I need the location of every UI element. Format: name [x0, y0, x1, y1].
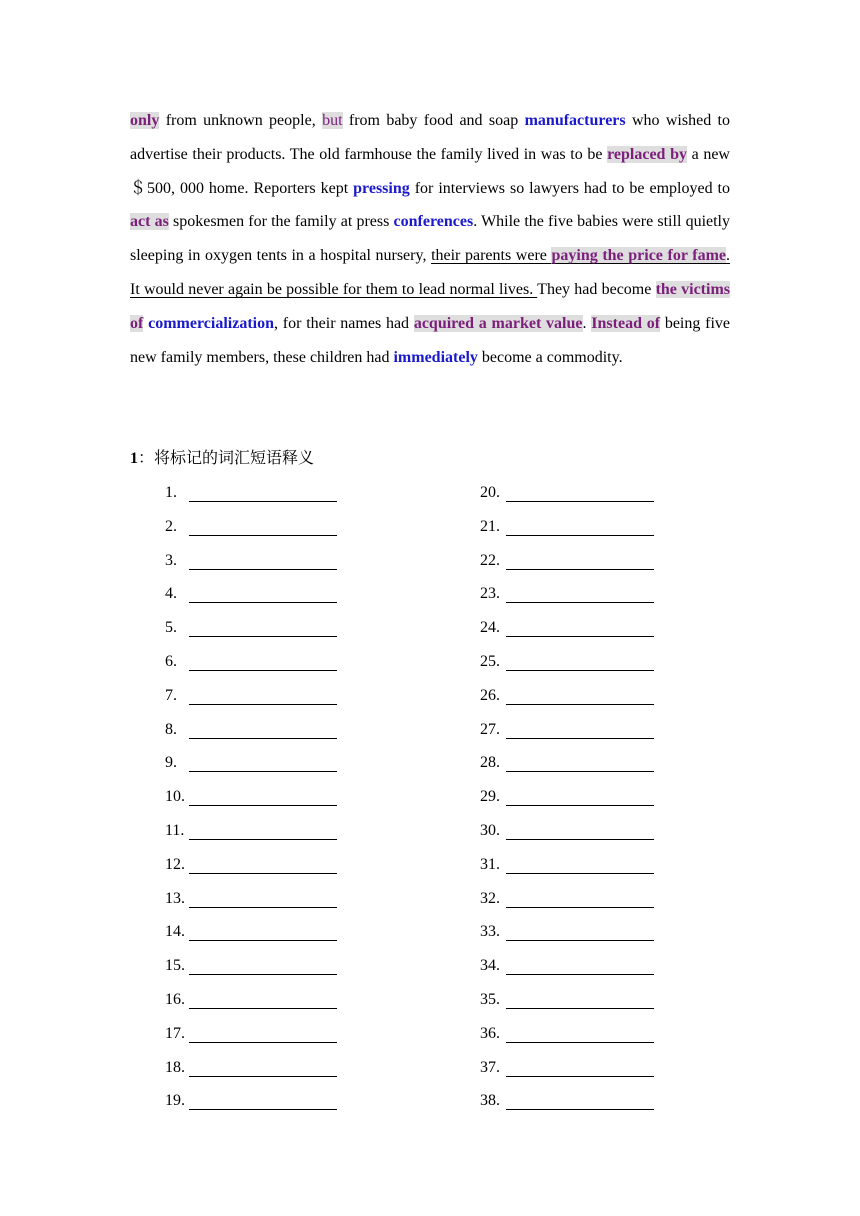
item-number: 23. [480, 585, 500, 603]
item-number: 16. [165, 990, 185, 1008]
answer-blank[interactable] [506, 786, 654, 806]
answer-row [480, 1090, 654, 1124]
item-number: 4. [165, 585, 177, 603]
item-number: 10. [165, 788, 185, 806]
answer-row [480, 516, 654, 550]
task-number: 1 [130, 450, 138, 467]
highlight-but: but [322, 112, 343, 129]
item-number: 37. [480, 1058, 500, 1076]
answer-row [165, 921, 337, 955]
answer-blank[interactable] [506, 516, 654, 536]
passage-text: from unknown people, [159, 112, 323, 129]
answer-blank[interactable] [189, 719, 337, 739]
answer-row [480, 921, 654, 955]
item-number: 18. [165, 1058, 185, 1076]
answer-blank[interactable] [506, 685, 654, 705]
answer-blank[interactable] [189, 888, 337, 908]
answer-row [165, 1023, 337, 1057]
answer-blank[interactable] [506, 752, 654, 772]
keyword-pressing: pressing [353, 179, 410, 197]
answer-blank[interactable] [506, 617, 654, 637]
answer-row [165, 989, 337, 1023]
answer-blank[interactable] [189, 550, 337, 570]
passage-text: spokesmen for the family at press [168, 213, 394, 231]
passage [130, 104, 730, 374]
answer-row [480, 854, 654, 888]
item-number: 27. [480, 720, 500, 738]
highlight-replaced-by: replaced by [607, 145, 687, 163]
answer-row [480, 719, 654, 753]
highlight-paying-price: paying the price for fame [551, 247, 727, 265]
answer-blank[interactable] [506, 482, 654, 502]
highlight-victims-of: the victims of [130, 280, 731, 332]
answer-blank[interactable] [189, 921, 337, 941]
answer-row [165, 1057, 337, 1091]
item-number: 5. [165, 619, 177, 637]
item-number: 19. [165, 1092, 185, 1110]
answer-row [480, 651, 654, 685]
item-number: 32. [480, 889, 500, 907]
answer-blank[interactable] [189, 651, 337, 671]
item-number: 12. [165, 855, 185, 873]
passage-text: They had become [537, 280, 656, 298]
item-number: 33. [480, 923, 500, 941]
answer-blank[interactable] [189, 786, 337, 806]
answer-row [165, 820, 337, 854]
answer-row [480, 1023, 654, 1057]
keyword-manufacturers: manufacturers [524, 112, 626, 129]
answer-blank[interactable] [506, 651, 654, 671]
item-number: 7. [165, 686, 177, 704]
answer-row [165, 854, 337, 888]
answer-row [480, 752, 654, 786]
item-number: 11. [165, 821, 185, 839]
keyword-commercialization: commercialization [148, 314, 274, 332]
answer-row [165, 651, 337, 685]
item-number: 21. [480, 517, 500, 535]
answer-row [165, 583, 337, 617]
answer-blank[interactable] [189, 989, 337, 1009]
answer-row [165, 955, 337, 989]
answer-blank[interactable] [506, 989, 654, 1009]
passage-text: for interviews so lawyers had to be employed to [409, 179, 730, 197]
passage-text: from baby food and soap [342, 112, 525, 129]
passage-text: become a commodity. [477, 348, 623, 366]
item-number: 3. [165, 551, 177, 569]
item-number: 14. [165, 923, 185, 941]
answer-blank[interactable] [506, 955, 654, 975]
item-number: 29. [480, 788, 500, 806]
answer-row [480, 1057, 654, 1091]
passage-text: being five new family members, these children had [130, 314, 731, 366]
passage-text: a new ＄500, 000 home. Reporters kept [130, 145, 730, 197]
answer-row [165, 752, 337, 786]
answer-blank[interactable] [506, 1057, 654, 1077]
item-number: 22. [480, 551, 500, 569]
answer-row [165, 719, 337, 753]
answer-column-left [165, 482, 337, 1124]
answer-row [165, 1090, 337, 1124]
answer-row [165, 786, 337, 820]
answer-blank[interactable] [506, 550, 654, 570]
passage-text: . [582, 314, 592, 332]
answer-row [165, 617, 337, 651]
item-number: 17. [165, 1024, 185, 1042]
answer-blank[interactable] [506, 854, 654, 874]
answer-row [480, 482, 654, 516]
answer-blank[interactable] [189, 752, 337, 772]
answer-blank[interactable] [506, 1090, 654, 1110]
item-number: 38. [480, 1092, 500, 1110]
answer-row [165, 888, 337, 922]
item-number: 8. [165, 720, 177, 738]
answer-blank[interactable] [506, 820, 654, 840]
passage-text: their parents were [431, 247, 552, 265]
answer-blank[interactable] [189, 955, 337, 975]
answer-blank[interactable] [506, 1023, 654, 1043]
answer-row [480, 820, 654, 854]
item-number: 20. [480, 484, 500, 501]
answer-blank[interactable] [189, 1023, 337, 1043]
answer-blank[interactable] [189, 617, 337, 637]
task-title [130, 448, 314, 470]
answer-row [480, 955, 654, 989]
answer-blank[interactable] [506, 583, 654, 603]
item-number: 24. [480, 619, 500, 637]
answer-blank[interactable] [189, 583, 337, 603]
answer-row [480, 550, 654, 584]
item-number: 36. [480, 1024, 500, 1042]
answer-blank[interactable] [189, 482, 337, 502]
answer-row [480, 888, 654, 922]
answer-blank[interactable] [189, 1090, 337, 1110]
answer-blank[interactable] [189, 685, 337, 705]
answer-row [165, 550, 337, 584]
highlight-instead-of: Instead of [591, 314, 661, 332]
item-number: 25. [480, 652, 500, 670]
keyword-immediately: immediately [393, 348, 478, 366]
highlight-only: only [130, 112, 160, 129]
highlight-acquired-market-value: acquired a market value [413, 314, 583, 332]
item-number: 2. [165, 517, 177, 535]
item-number: 34. [480, 957, 500, 975]
answer-blank[interactable] [189, 516, 337, 536]
answer-blank[interactable] [506, 888, 654, 908]
item-number: 13. [165, 889, 185, 907]
answer-blank[interactable] [189, 854, 337, 874]
answer-row [480, 989, 654, 1023]
task-title-text: ：将标记的词汇短语释义 [138, 450, 315, 467]
keyword-conferences: conferences [393, 213, 474, 231]
highlight-act-as: act as [130, 213, 169, 231]
answer-blank[interactable] [506, 719, 654, 739]
item-number: 28. [480, 754, 500, 772]
item-number: 1. [165, 484, 177, 501]
answer-row [480, 685, 654, 719]
item-number: 9. [165, 754, 177, 772]
answer-row [480, 617, 654, 651]
answer-row [165, 685, 337, 719]
passage-text: . While the five babies were still quietly sleeping in oxygen tents in a hospital nursery, [130, 213, 731, 265]
item-number: 31. [480, 855, 500, 873]
item-number: 26. [480, 686, 500, 704]
item-number: 35. [480, 990, 500, 1008]
item-number: 6. [165, 652, 177, 670]
passage-text: who wished to advertise their products. The old farmhouse the family lived in was to be [130, 112, 731, 163]
answer-row [165, 482, 337, 516]
answer-blank[interactable] [506, 921, 654, 941]
answer-row [480, 786, 654, 820]
answer-column-right [480, 482, 654, 1124]
answer-blank[interactable] [189, 820, 337, 840]
passage-text: . It would never again be possible for them to lead normal lives. [130, 247, 731, 298]
item-number: 15. [165, 957, 185, 975]
passage-text: , for their names had [274, 314, 414, 332]
answer-row [480, 583, 654, 617]
answer-blank[interactable] [189, 1057, 337, 1077]
item-number: 30. [480, 821, 500, 839]
answer-row [165, 516, 337, 550]
